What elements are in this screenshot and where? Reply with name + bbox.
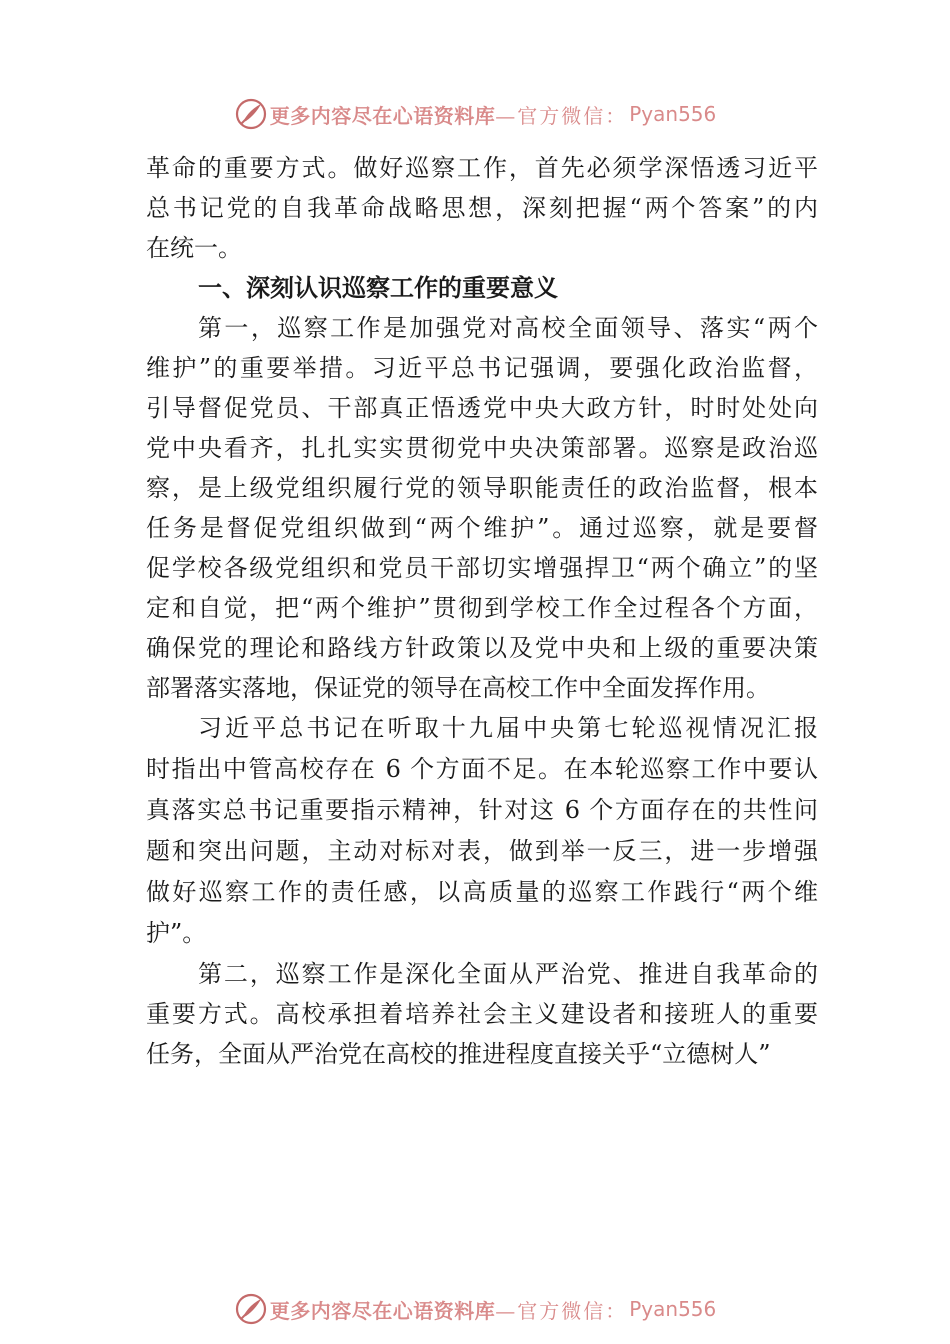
paragraph-line: 引导督促党员、干部真正悟透党中央大政方针，时时处处向 xyxy=(146,394,818,422)
watermark-text: 更多内容尽在心语资料库 xyxy=(269,103,496,128)
paragraph-line: 真落实总书记重要指示精神，针对这 6 个方面存在的共性问 xyxy=(146,796,818,824)
paragraph-line: 确保党的理论和路线方针政策以及党中央和上级的重要决策 xyxy=(146,634,818,662)
paragraph-line: 题和突出问题，主动对标对表，做到举一反三，进一步增强 xyxy=(146,837,818,865)
wechat-id: Pyan556 xyxy=(629,102,717,126)
quill-logo-icon xyxy=(234,97,268,131)
paragraph-line: 时指出中管高校存在 6 个方面不足。在本轮巡察工作中要认 xyxy=(146,755,818,783)
paragraph-line: 党中央看齐，扎扎实实贯彻党中央决策部署。巡察是政治巡 xyxy=(146,434,818,462)
paragraph-line: 察，是上级党组织履行党的领导职能责任的政治监督，根本 xyxy=(146,474,818,502)
paragraph-line: 任务是督促党组织做到“两个维护”。通过巡察，就是要督 xyxy=(146,514,818,542)
wechat-id: Pyan556 xyxy=(629,1297,717,1321)
footer-watermark xyxy=(0,1289,950,1329)
paragraph-line: 第二，巡察工作是深化全面从严治党、推进自我革命的 xyxy=(198,960,818,988)
text-line: 总书记党的自我革命战略思想，深刻把握“两个答案”的内 xyxy=(146,194,818,222)
paragraph-line: 习近平总书记在听取十九届中央第七轮巡视情况汇报 xyxy=(198,714,818,742)
quill-logo-icon xyxy=(234,1292,268,1326)
paragraph-line: 做好巡察工作的责任感，以高质量的巡察工作践行“两个维 xyxy=(146,878,818,906)
header-watermark xyxy=(0,94,950,134)
paragraph-line: 定和自觉，把“两个维护”贯彻到学校工作全过程各个方面， xyxy=(146,594,818,622)
paragraph-line: 维护”的重要举措。习近平总书记强调，要强化政治监督， xyxy=(146,354,818,382)
watermark-subtext: —官方微信： xyxy=(495,1298,628,1323)
paragraph-line: 第一，巡察工作是加强党对高校全面领导、落实“两个 xyxy=(198,314,818,342)
paragraph-line: 任务，全面从严治党在高校的推进程度直接关乎“立德树人” xyxy=(146,1040,771,1068)
paragraph-line: 促学校各级党组织和党员干部切实增强捍卫“两个确立”的坚 xyxy=(146,554,818,582)
text-line: 革命的重要方式。做好巡察工作，首先必须学深悟透习近平 xyxy=(146,154,818,182)
paragraph-line: 部署落实落地，保证党的领导在高校工作中全面发挥作用。 xyxy=(146,674,770,702)
paragraph-line: 护”。 xyxy=(146,919,207,947)
document-body xyxy=(146,148,818,1074)
paragraph-line: 重要方式。高校承担着培养社会主义建设者和接班人的重要 xyxy=(146,1000,818,1028)
watermark-subtext: —官方微信： xyxy=(495,103,628,128)
text-line: 在统一。 xyxy=(146,234,242,262)
section-heading: 一、深刻认识巡察工作的重要意义 xyxy=(198,274,558,302)
watermark-text: 更多内容尽在心语资料库 xyxy=(269,1298,496,1323)
